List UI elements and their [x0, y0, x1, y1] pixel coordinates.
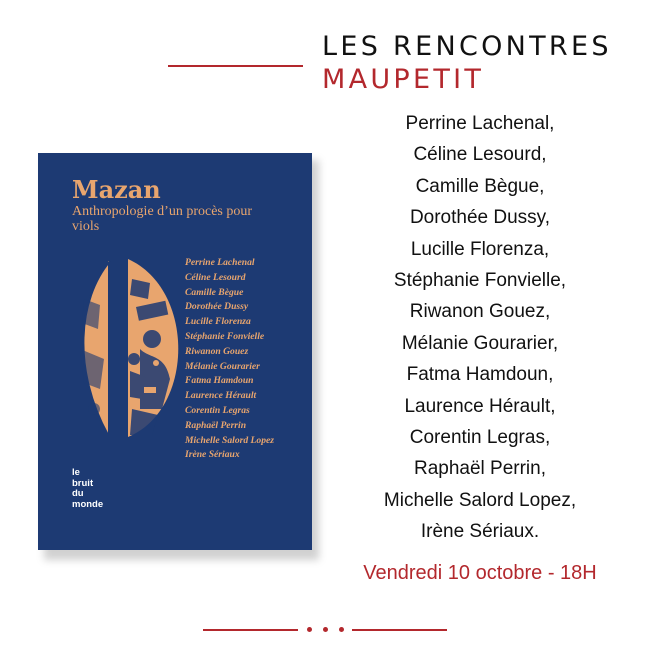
author-list: [330, 108, 630, 548]
publisher-logo-line: le: [72, 467, 80, 478]
book-author: Irène Sériaux: [185, 449, 240, 461]
book-author: Céline Lesourd: [185, 271, 246, 283]
book-author: Camille Bègue: [185, 286, 244, 298]
book-author: Perrine Lachenal: [185, 257, 255, 268]
book-author: Raphaël Perrin: [185, 419, 247, 431]
book-author: Laurence Hérault: [185, 390, 257, 402]
author-name: Dorothée Dussy,: [409, 207, 551, 229]
footer-divider-right: [352, 629, 447, 631]
book-subtitle: Anthropologie d’un procès pour viols: [72, 204, 253, 234]
publisher-logo-line: bruit: [72, 477, 94, 489]
publisher-logo: [72, 468, 103, 510]
author-name: Stéphanie Fonvielle,: [393, 270, 567, 292]
book-author: Stéphanie Fonvielle: [185, 330, 265, 342]
author-name: Céline Lesourd,: [413, 144, 547, 166]
book-author: Riwanon Gouez: [185, 345, 249, 357]
cover-photo-image: [70, 259, 182, 437]
header-divider-line: [168, 65, 303, 67]
author-name: Irène Sériaux.: [420, 521, 540, 543]
footer-dot: [307, 627, 312, 632]
book-cover-author-list: [185, 256, 311, 463]
book-cover: [38, 153, 312, 550]
author-name: Riwanon Gouez,: [409, 301, 551, 323]
event-series-title: LES RENCONTRES: [322, 31, 612, 62]
publisher-logo-line: monde: [72, 498, 104, 510]
book-author: Michelle Salord Lopez: [185, 434, 275, 446]
footer-dot: [323, 627, 328, 632]
event-date: Vendredi 10 octobre - 18H: [363, 562, 597, 584]
author-name: Raphaël Perrin,: [413, 458, 547, 480]
book-author: Corentin Legras: [185, 404, 250, 416]
footer-divider-left: [203, 629, 298, 631]
author-name: Perrine Lachenal,: [405, 113, 555, 134]
author-name: Michelle Salord Lopez,: [383, 489, 577, 511]
book-author: Fatma Hamdoun: [185, 375, 254, 387]
author-name: Laurence Hérault,: [404, 395, 556, 417]
book-author: Lucille Florenza: [185, 316, 251, 328]
book-title: Mazan: [72, 175, 161, 204]
author-name: Camille Bègue,: [415, 175, 545, 197]
author-name: Fatma Hamdoun,: [406, 364, 554, 386]
event-venue-title: MAUPETIT: [322, 64, 485, 95]
author-name: Mélanie Gourarier,: [401, 332, 559, 354]
footer-dot: [339, 627, 344, 632]
author-name: Lucille Florenza,: [410, 238, 550, 260]
book-author: Mélanie Gourarier: [185, 360, 260, 372]
publisher-logo-line: du: [72, 488, 84, 499]
book-author: Dorothée Dussy: [185, 301, 249, 313]
author-name: Corentin Legras,: [409, 427, 551, 449]
